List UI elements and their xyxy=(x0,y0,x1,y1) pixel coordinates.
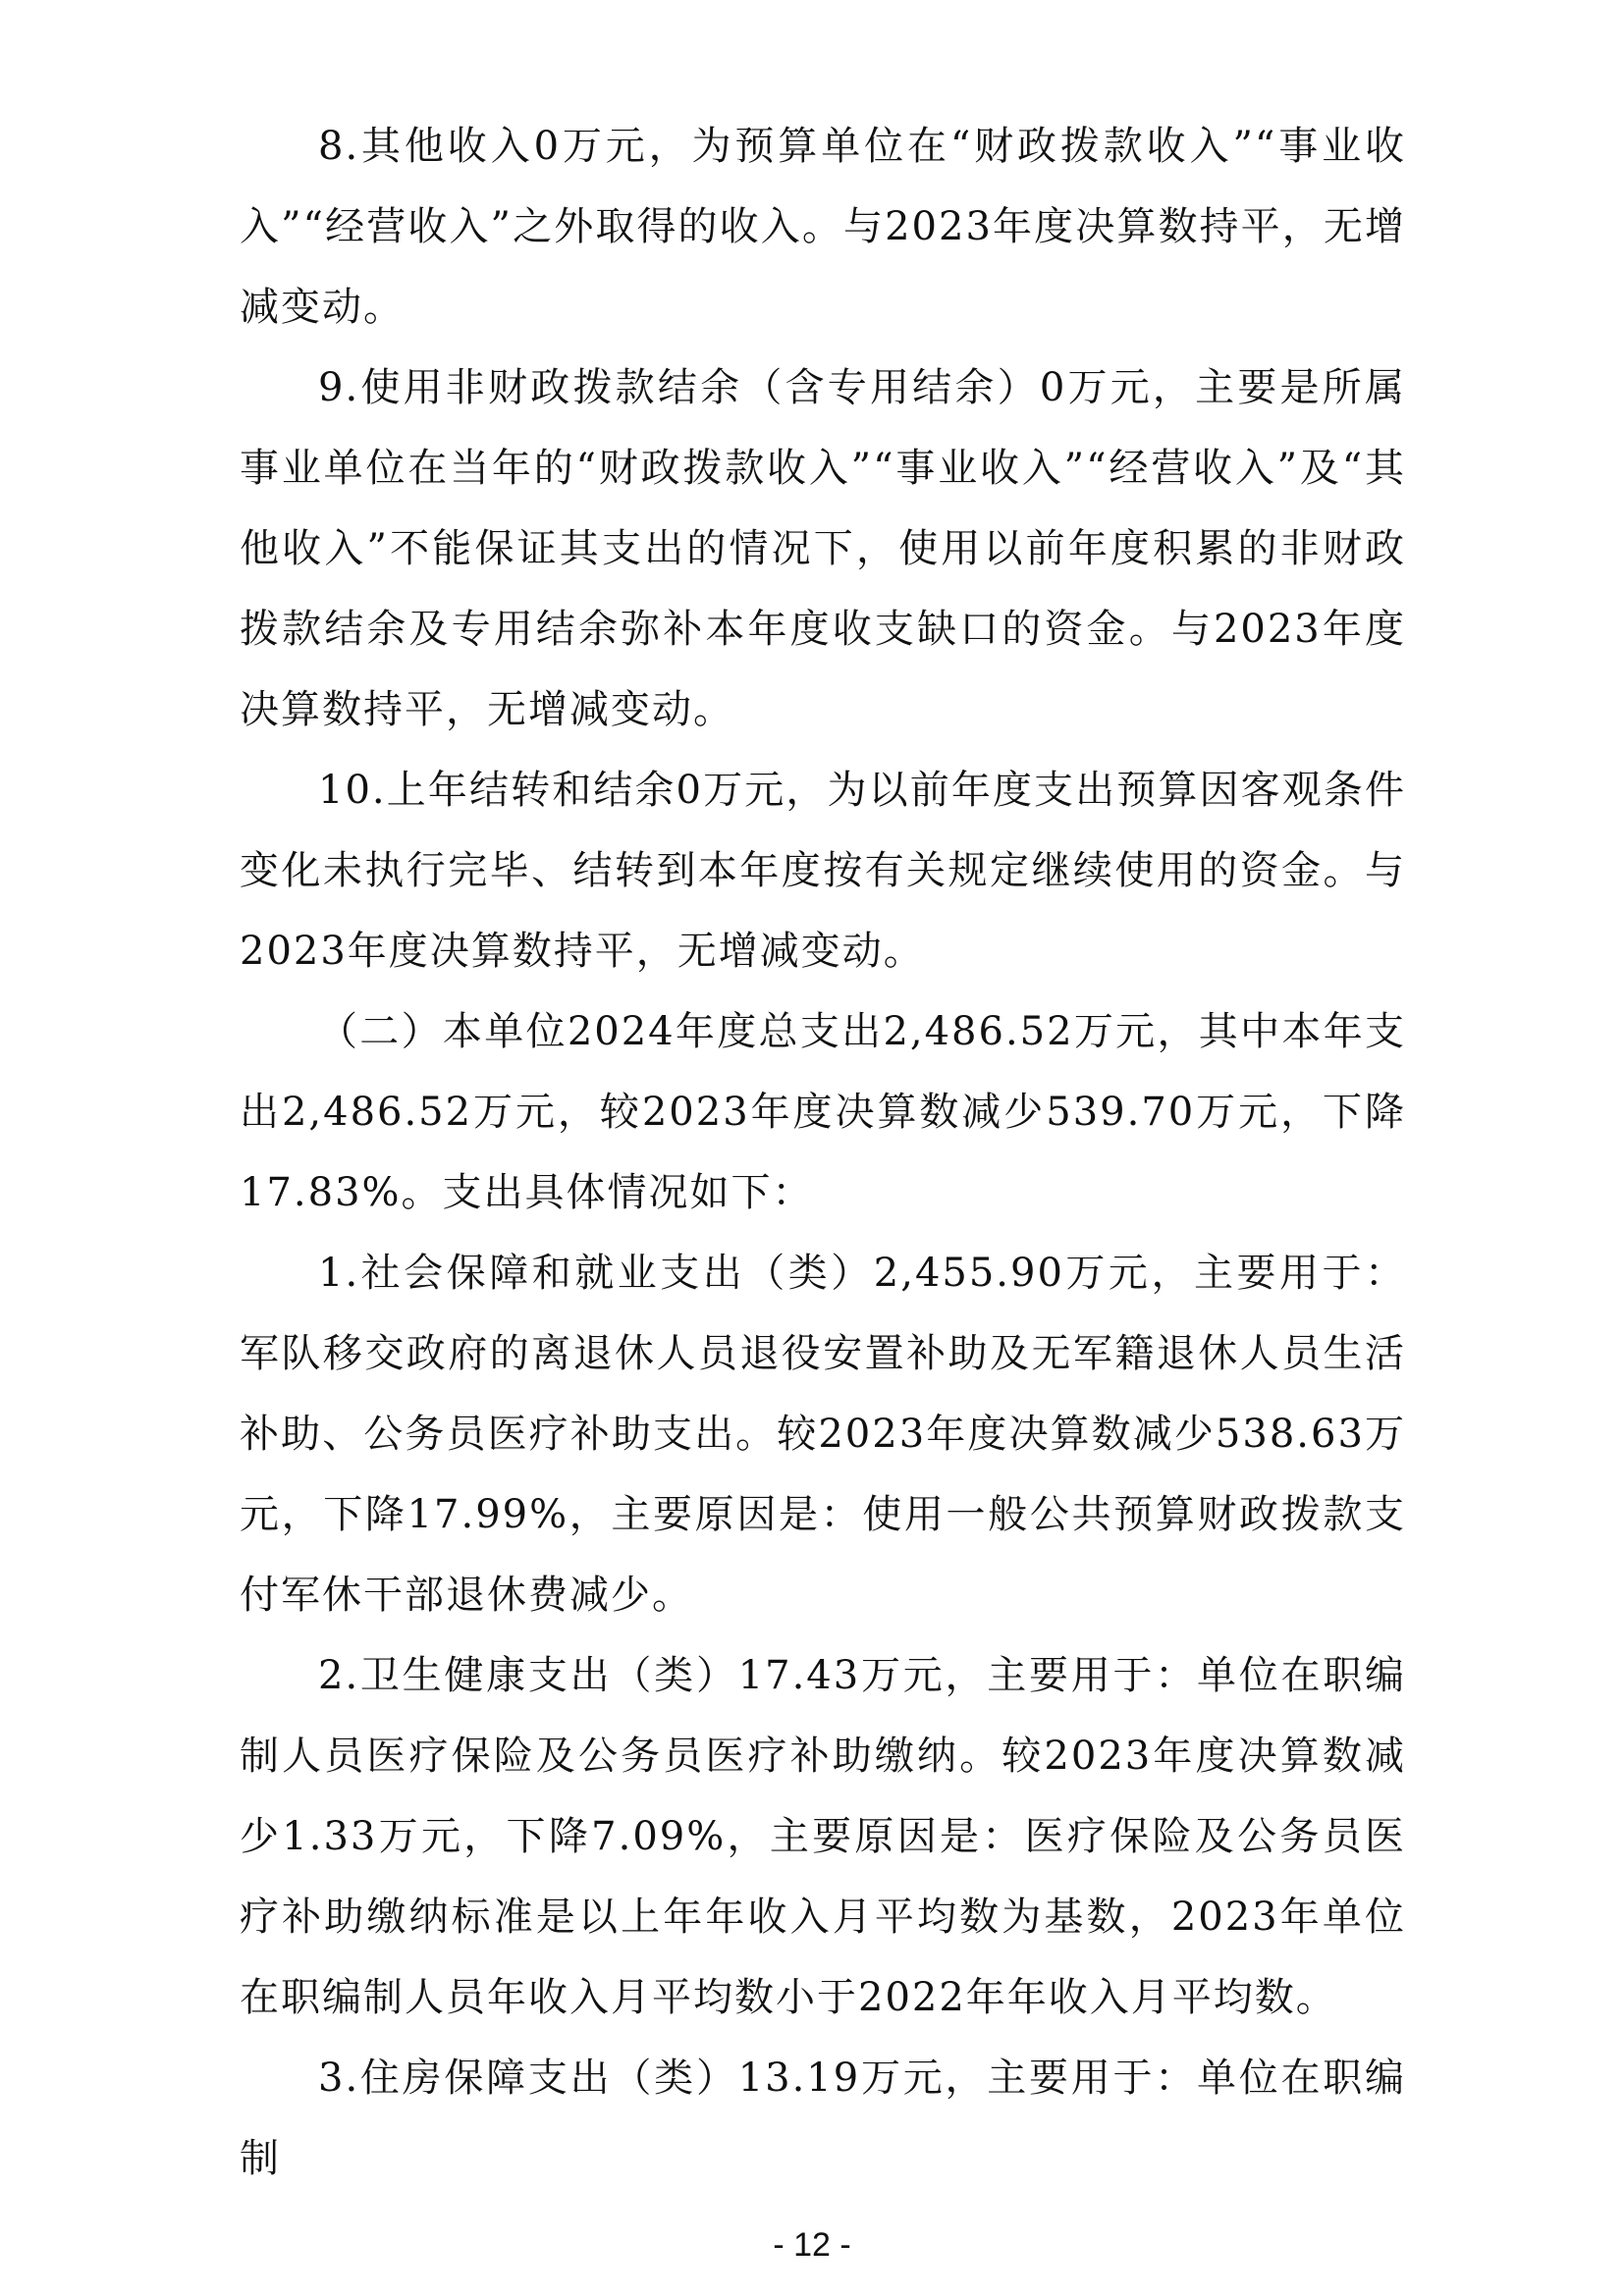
paragraph-total-expenditure: （二）本单位2024年度总支出2,486.52万元，其中本年支出2,486.52万元，较2023年度决算数减少539.70万元，下降17.83%。支出具体情况如下： xyxy=(240,1009,1406,1215)
page-number: - 12 - xyxy=(773,2226,851,2264)
paragraph-housing: 3.住房保障支出（类）13.19万元，主要用于：单位在职编制 xyxy=(240,2056,1406,2181)
paragraph-other-income: 8.其他收入0万元，为预算单位在“财政拨款收入”“事业收入”“经营收入”之外取得的收入。与2023年度决算数持平，无增减变动。 xyxy=(240,124,1406,330)
paragraph-non-fiscal-balance: 9.使用非财政拨款结余（含专用结余）0万元，主要是所属事业单位在当年的“财政拨款收入”“事业收入”“经营收入”及“其他收入”不能保证其支出的情况下，使用以前年度积累的非财政拨款结余及专用结余弥补本年度收支缺口的资金。与2023年度决算数持平，无增减变动。 xyxy=(240,365,1406,732)
paragraph-health: 2.卫生健康支出（类）17.43万元，主要用于：单位在职编制人员医疗保险及公务员医疗补助缴纳。较2023年度决算数减少1.33万元，下降7.09%，主要原因是：医疗保险及公务员医疗补助缴纳标准是以上年年收入月平均数为基数，2023年单位在职编制人员年收入月平均数小于2022年年收入月平均数。 xyxy=(240,1653,1406,2020)
document-body xyxy=(240,106,1406,2199)
paragraph-carryover: 10.上年结转和结余0万元，为以前年度支出预算因客观条件变化未执行完毕、结转到本年度按有关规定继续使用的资金。与2023年度决算数持平，无增减变动。 xyxy=(240,768,1406,974)
paragraph-social-security: 1.社会保障和就业支出（类）2,455.90万元，主要用于：军队移交政府的离退休人员退役安置补助及无军籍退休人员生活补助、公务员医疗补助支出。较2023年度决算数减少538.63万元，下降17.99%，主要原因是：使用一般公共预算财政拨款支付军休干部退休费减少。 xyxy=(240,1251,1406,1618)
